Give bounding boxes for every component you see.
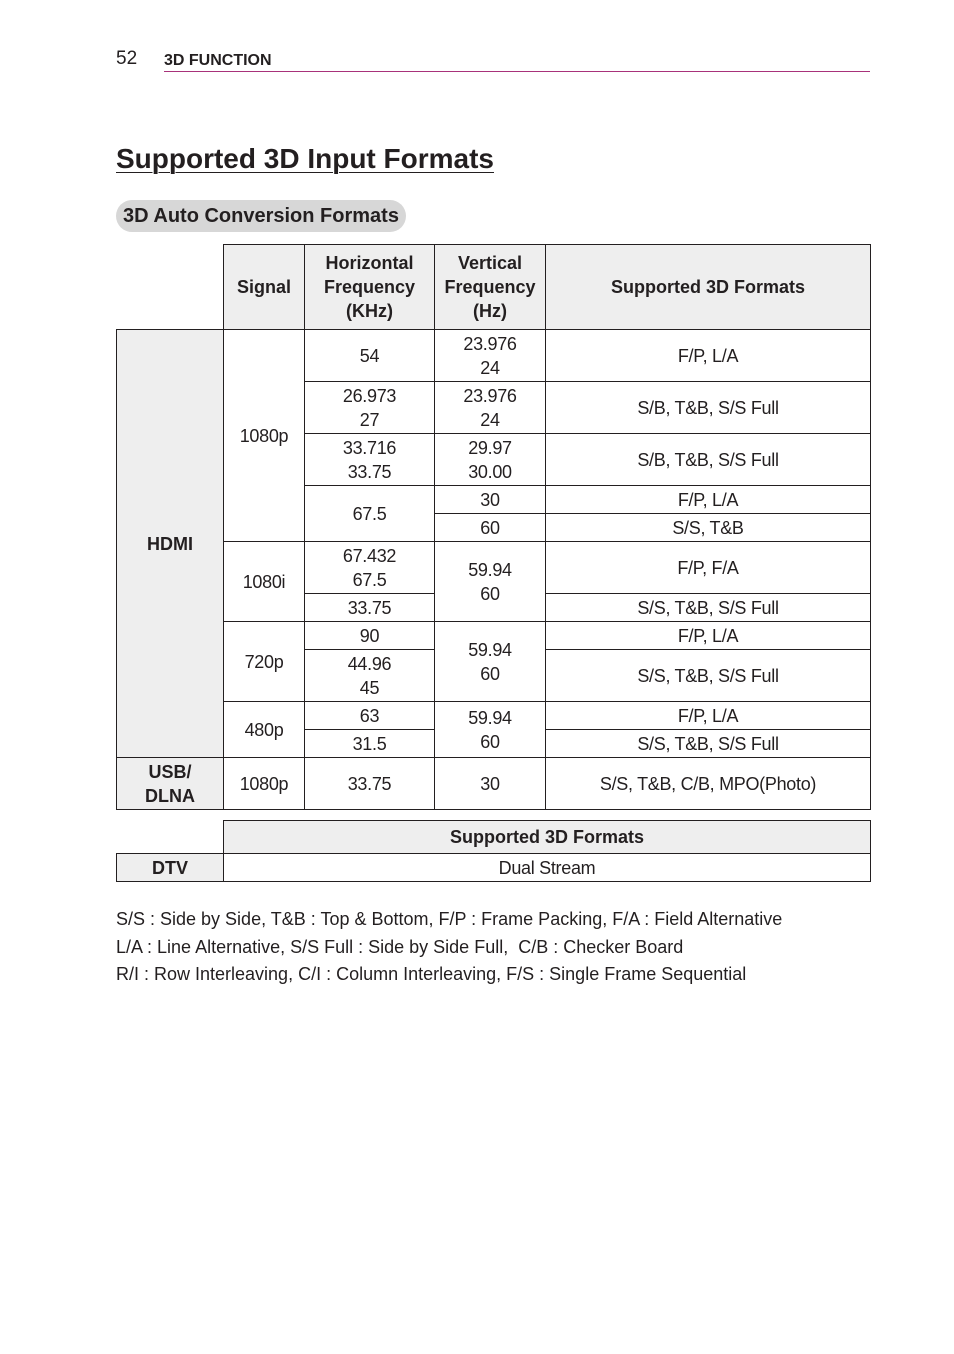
table-cell: 33.75 — [305, 758, 435, 810]
table-cell: 29.97 30.00 — [435, 434, 546, 486]
table-cell: 30 — [435, 486, 546, 514]
source-hdmi: HDMI — [117, 330, 224, 758]
table-cell: S/S, T&B, S/S Full — [546, 730, 871, 758]
table-cell: 54 — [305, 330, 435, 382]
table-cell: S/S, T&B, S/S Full — [546, 594, 871, 622]
table-cell: 59.94 60 — [435, 542, 546, 622]
empty-corner-cell — [117, 821, 224, 854]
table-cell: S/S, T&B — [546, 514, 871, 542]
table-cell: F/P, L/A — [546, 330, 871, 382]
source-usb-dlna: USB/ DLNA — [117, 758, 224, 810]
table-cell: 23.976 24 — [435, 330, 546, 382]
source-dtv: DTV — [117, 854, 224, 882]
table-cell: 63 — [305, 702, 435, 730]
signal-1080p-usb: 1080p — [224, 758, 305, 810]
table-cell: F/P, L/A — [546, 622, 871, 650]
table-cell: 33.75 — [305, 594, 435, 622]
header-signal: Signal — [224, 245, 305, 330]
table-cell: 31.5 — [305, 730, 435, 758]
formats-table — [116, 244, 871, 810]
note-line: R/I : Row Interleaving, C/I : Column Interleaving, F/S : Single Frame Sequential — [116, 964, 747, 984]
table-cell: F/P, F/A — [546, 542, 871, 594]
table-cell: 23.976 24 — [435, 382, 546, 434]
table-cell: S/S, T&B, C/B, MPO(Photo) — [546, 758, 871, 810]
note-line: S/S : Side by Side, T&B : Top & Bottom, F/P : Frame Packing, F/A : Field Alternative — [116, 909, 783, 929]
table-cell: S/B, T&B, S/S Full — [546, 382, 871, 434]
section-title: 3D FUNCTION — [164, 52, 272, 69]
page-title: Supported 3D Input Formats — [116, 143, 494, 174]
dtv-table — [116, 820, 871, 882]
signal-1080p: 1080p — [224, 330, 305, 542]
table-cell: F/P, L/A — [546, 486, 871, 514]
header-horizontal-frequency: Horizontal Frequency (KHz) — [305, 245, 435, 330]
table-cell: 90 — [305, 622, 435, 650]
signal-720p: 720p — [224, 622, 305, 702]
header-vertical-frequency: Vertical Frequency (Hz) — [435, 245, 546, 330]
abbreviation-notes — [116, 906, 782, 989]
table-cell: 59.94 60 — [435, 702, 546, 758]
header-rule — [164, 71, 870, 72]
empty-corner-cell — [117, 245, 224, 330]
table-cell: 26.973 27 — [305, 382, 435, 434]
signal-1080i: 1080i — [224, 542, 305, 622]
subsection-title: 3D Auto Conversion Formats — [116, 200, 406, 232]
table-cell: 44.96 45 — [305, 650, 435, 702]
table-cell: 60 — [435, 514, 546, 542]
header-supported-formats: Supported 3D Formats — [546, 245, 871, 330]
note-line: L/A : Line Alternative, S/S Full : Side by Side Full, C/B : Checker Board — [116, 936, 684, 957]
table-cell: F/P, L/A — [546, 702, 871, 730]
table-cell: 59.94 60 — [435, 622, 546, 702]
page-number: 52 — [116, 48, 138, 69]
table-cell: 67.432 67.5 — [305, 542, 435, 594]
table-cell: S/S, T&B, S/S Full — [546, 650, 871, 702]
table-cell: 67.5 — [305, 486, 435, 542]
table-cell: 33.716 33.75 — [305, 434, 435, 486]
signal-480p: 480p — [224, 702, 305, 758]
table-cell: S/B, T&B, S/S Full — [546, 434, 871, 486]
table-cell: 30 — [435, 758, 546, 810]
dtv-header-formats: Supported 3D Formats — [224, 821, 871, 854]
dtv-value: Dual Stream — [224, 854, 871, 882]
